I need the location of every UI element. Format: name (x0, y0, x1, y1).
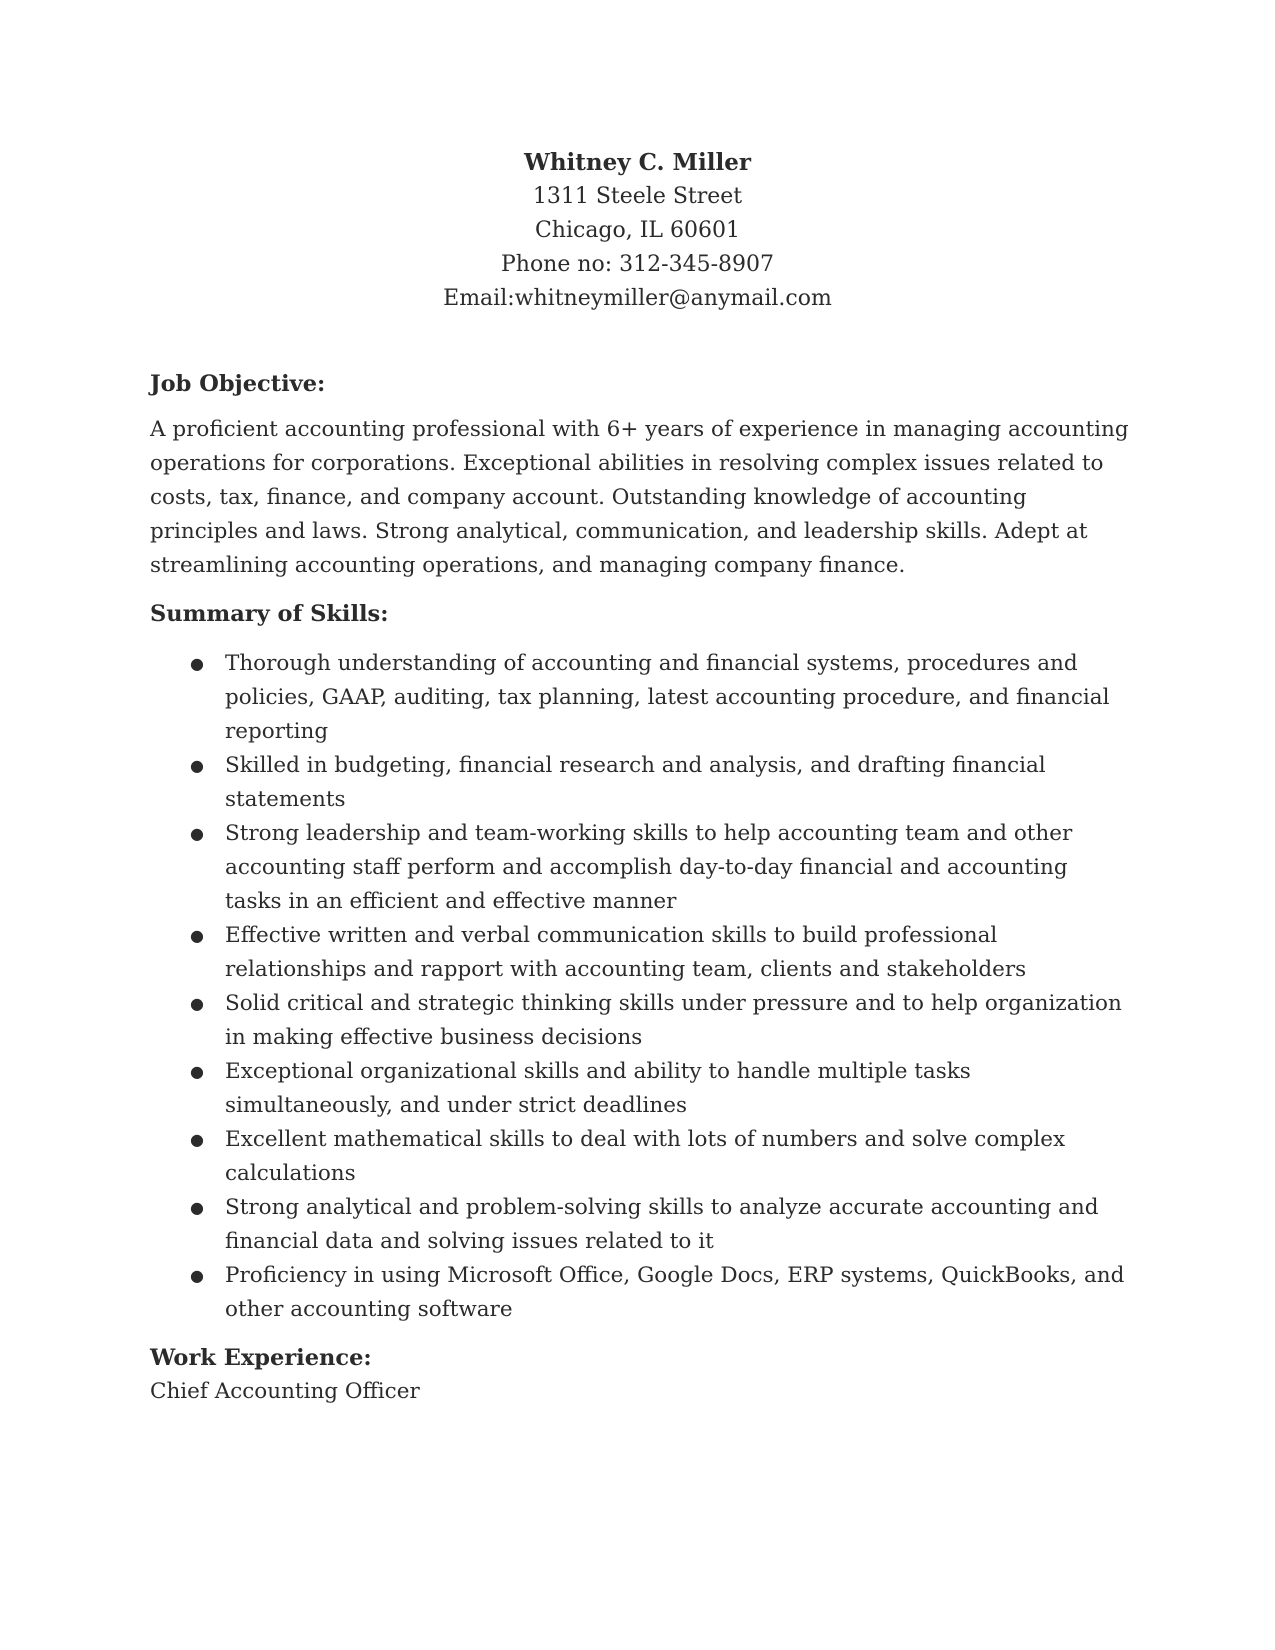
bullet-icon: ● (190, 926, 204, 945)
list-item (150, 919, 1130, 987)
skill-text: Strong analytical and problem-solving skills to analyze accurate accounting and financial data and solving issues related to it (225, 1195, 1099, 1254)
resume-body (150, 367, 1130, 1409)
skill-text: Solid critical and strategic thinking skills under pressure and to help organization in making effective business decisions (225, 991, 1122, 1050)
skill-text: Thorough understanding of accounting and financial systems, procedures and policies, GAAP, auditing, tax planning, latest accounting procedure, and financial reporting (225, 651, 1110, 744)
bullet-icon: ● (190, 654, 204, 673)
bullet-icon: ● (190, 1198, 204, 1217)
skill-text: Strong leadership and team-working skills to help accounting team and other accounting staff perform and accomplish day-to-day financial and accounting tasks in an efficient and effective manner (225, 821, 1073, 914)
list-item (150, 1123, 1130, 1191)
list-item (150, 1055, 1130, 1123)
skills-list (150, 647, 1130, 1327)
phone-number: Phone no: 312-345-8907 (500, 252, 775, 277)
list-item (150, 749, 1130, 817)
list-item (150, 1191, 1130, 1259)
email-address: Email:whitneymiller@anymail.com (443, 286, 832, 311)
skill-text: Exceptional organizational skills and ability to handle multiple tasks simultaneously, and under strict deadlines (225, 1059, 971, 1118)
skill-text: Skilled in budgeting, financial research and analysis, and drafting financial statements (225, 753, 1046, 812)
bullet-icon: ● (190, 1266, 204, 1285)
work-experience-heading: Work Experience: (150, 1345, 372, 1371)
bullet-icon: ● (190, 824, 204, 843)
street-address: 1311 Steele Street (532, 184, 743, 209)
bullet-icon: ● (190, 1130, 204, 1149)
skill-text: Effective written and verbal communication skills to build professional relationships and rapport with accounting team, clients and stakeholders (225, 923, 1027, 982)
contact-header (0, 146, 1275, 316)
bullet-icon: ● (190, 756, 204, 775)
list-item (150, 987, 1130, 1055)
skill-text: Excellent mathematical skills to deal with lots of numbers and solve complex calculations (225, 1127, 1066, 1186)
city-state-zip: Chicago, IL 60601 (534, 218, 741, 243)
job-title: Chief Accounting Officer (150, 1379, 420, 1404)
list-item (150, 1259, 1130, 1327)
objective-text: A proficient accounting professional with 6+ years of experience in managing accounting operations for corporations. Exceptional abilities in resolving complex issues related to costs, tax, finance, and company account. Outstanding knowledge of accounting principles and laws. Strong analytical, communication, and leadership skills. Adept at streamlining accounting operations, and managing company finance. (150, 417, 1129, 578)
objective-heading: Job Objective: (150, 371, 326, 397)
bullet-icon: ● (190, 1062, 204, 1081)
skills-heading: Summary of Skills: (150, 601, 389, 627)
bullet-icon: ● (190, 994, 204, 1013)
skill-text: Proficiency in using Microsoft Office, Google Docs, ERP systems, QuickBooks, and other accounting software (225, 1263, 1125, 1322)
applicant-name: Whitney C. Miller (524, 149, 751, 176)
list-item (150, 817, 1130, 919)
list-item (150, 647, 1130, 749)
